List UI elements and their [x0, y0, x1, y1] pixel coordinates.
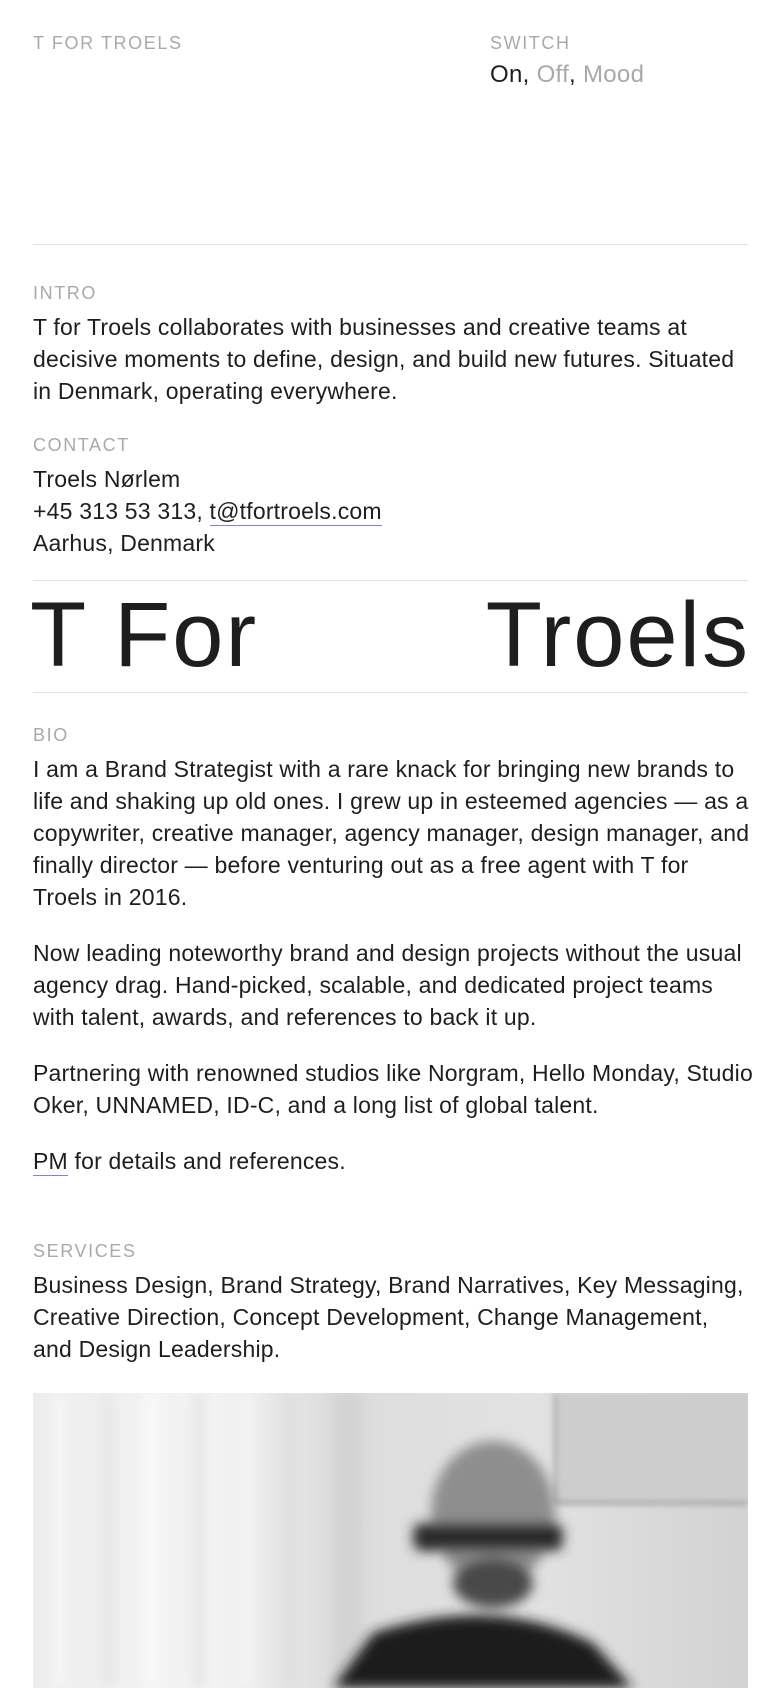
pm-link[interactable]: PM — [33, 1148, 68, 1174]
mode-switch — [490, 32, 644, 90]
intro-section — [33, 282, 748, 407]
contact-label: CONTACT — [33, 435, 130, 455]
switch-label: SWITCH — [490, 33, 571, 53]
portrait-photo — [33, 1393, 748, 1688]
site-brand[interactable]: T FOR TROELS — [33, 33, 183, 53]
wordmark-left: T For — [30, 584, 259, 686]
bio-text — [33, 753, 753, 1177]
pm-rest: for details and references. — [67, 1148, 346, 1174]
switch-separator: , — [522, 61, 530, 88]
divider — [33, 692, 748, 693]
switch-option-on[interactable]: On — [490, 61, 523, 88]
contact-section — [33, 434, 748, 559]
bio-label: BIO — [33, 725, 69, 745]
wordmark — [30, 585, 750, 685]
intro-text: T for Troels collaborates with businesses and creative teams at decisive moments to define, design, and build new futures. Situated in Denmark, operating everywhere. — [33, 314, 735, 404]
services-text: Business Design, Brand Strategy, Brand Narratives, Key Messaging, Creative Direction, Concept Development, Change Management, and Design Leadership. — [33, 1272, 744, 1362]
contact-phone[interactable]: +45 313 53 313, — [33, 498, 203, 524]
switch-option-mood[interactable]: Mood — [582, 61, 645, 88]
divider — [33, 244, 748, 245]
portrait-image — [33, 1393, 748, 1688]
contact-location: Aarhus, Denmark — [33, 530, 215, 556]
bio-paragraph: I am a Brand Strategist with a rare knack for bringing new brands to life and shaking up old ones. I grew up in esteemed agencies — as a copywriter, creative manager, agency manager, design manager, and finally director — before venturing out as a free agent with T for Troels in 2016. — [33, 756, 750, 910]
wordmark-right: Troels — [485, 584, 750, 686]
contact-details — [33, 463, 748, 559]
contact-name: Troels Nørlem — [33, 466, 181, 492]
switch-separator: , — [569, 61, 577, 88]
intro-label: INTRO — [33, 283, 97, 303]
bio-cta — [33, 1145, 753, 1177]
services-label: SERVICES — [33, 1241, 137, 1261]
switch-option-off[interactable]: Off — [536, 61, 570, 88]
contact-line — [33, 495, 748, 527]
divider — [33, 580, 748, 581]
bio-section — [33, 724, 753, 1177]
switch-options — [490, 60, 644, 90]
services-section — [33, 1240, 748, 1365]
bio-paragraph: Partnering with renowned studios like Norgram, Hello Monday, Studio Oker, UNNAMED, ID-C, and a long list of global talent. — [33, 1060, 753, 1118]
contact-email-link[interactable]: t@tfortroels.com — [209, 498, 382, 524]
bio-paragraph: Now leading noteworthy brand and design projects without the usual agency drag. Hand-picked, scalable, and dedicated project teams with talent, awards, and references to back it up. — [33, 940, 742, 1030]
